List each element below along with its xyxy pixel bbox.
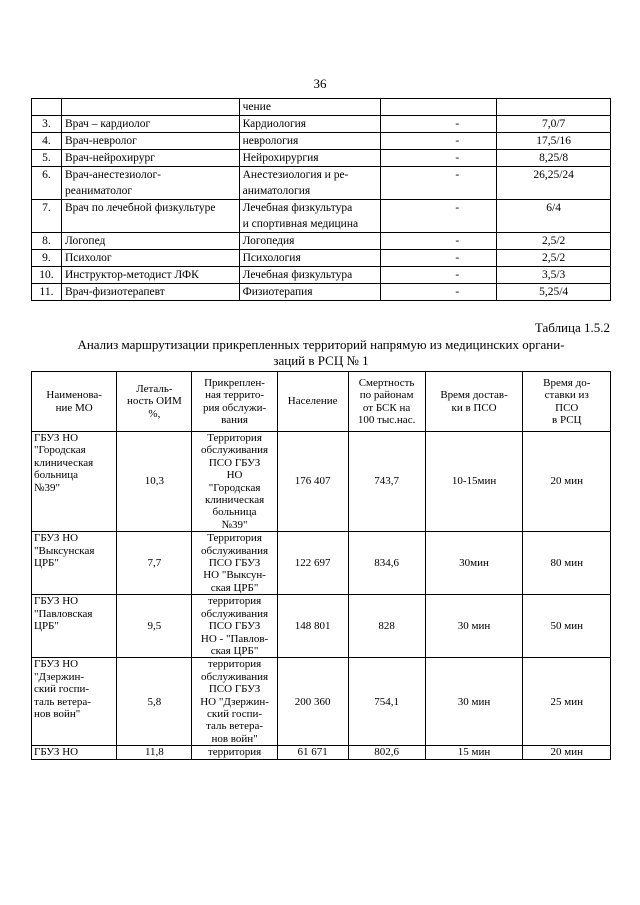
table-cell-col5: 2,5/2 [497, 250, 611, 267]
table-cell-profile: Логопедия [239, 233, 381, 250]
table-cell-col4: - [381, 233, 497, 250]
table-row [32, 116, 611, 133]
table-cell-col4: - [381, 133, 497, 150]
table-cell-population: 61 671 [277, 746, 348, 759]
table-cell-mortality: 828 [348, 595, 425, 658]
table-cell-population: 148 801 [277, 595, 348, 658]
table-cell-specialist: Врач-нейрохирург [61, 150, 239, 167]
table-cell-num: 9. [32, 250, 62, 267]
table-cell-profile: неврология [239, 133, 381, 150]
table-cell-to_rsc: 50 мин [523, 595, 611, 658]
table-cell-col5: 17,5/16 [497, 133, 611, 150]
table-cell-specialist: Врач – кардиолог [61, 116, 239, 133]
table-cell-territory: территория обслуживания ПСО ГБУЗ НО "Дзержин- ский госпи- таль ветера- нов войн" [192, 658, 277, 746]
table-cell-col4: - [381, 150, 497, 167]
table-cell-lethality: 11,8 [117, 746, 192, 759]
table-cell-territory: Территория обслуживания ПСО ГБУЗ НО "Городская клиническая больница №39" [192, 432, 277, 532]
table-cell-to_pso: 15 мин [425, 746, 523, 759]
table-row [32, 432, 611, 532]
table-row [32, 133, 611, 150]
table-cell-profile: Нейрохирургия [239, 150, 381, 167]
table-cell-to_rsc: 25 мин [523, 658, 611, 746]
table-cell-col4: - [381, 284, 497, 301]
table-cell-mortality: 834,6 [348, 532, 425, 595]
table-cell-population: 122 697 [277, 532, 348, 595]
table-cell-to_rsc: 80 мин [523, 532, 611, 595]
table-cell-num: 6. [32, 167, 62, 200]
table-cell-mo: ГБУЗ НО "Павловская ЦРБ" [32, 595, 117, 658]
table-cell-population: 200 360 [277, 658, 348, 746]
table-cell-col5: 6/4 [497, 200, 611, 233]
table-cell-to_pso: 30 мин [425, 658, 523, 746]
table-row [32, 167, 611, 200]
table-row [32, 284, 611, 301]
table-cell-num: 5. [32, 150, 62, 167]
table-cell-col4: - [381, 167, 497, 200]
table-cell-specialist: Врач по лечебной физкультуре [61, 200, 239, 233]
table-row [32, 233, 611, 250]
table-cell-mortality: 802,6 [348, 746, 425, 759]
table-row [32, 200, 611, 233]
table-row [32, 150, 611, 167]
table-cell-mo: ГБУЗ НО "Выксунская ЦРБ" [32, 532, 117, 595]
table-cell-specialist: Врач-анестезиолог- реаниматолог [61, 167, 239, 200]
table-cell-num: 3. [32, 116, 62, 133]
table-cell-territory: территория [192, 746, 277, 759]
table-cell-territory: территория обслуживания ПСО ГБУЗ НО - "Павлов- ская ЦРБ" [192, 595, 277, 658]
table-cell-lethality: 5,8 [117, 658, 192, 746]
table-cell-profile: Лечебная физкультура [239, 267, 381, 284]
table-cell-col4: - [381, 116, 497, 133]
table-cell-specialist: Врач-физиотерапевт [61, 284, 239, 301]
table-cell-mortality: 743,7 [348, 432, 425, 532]
table-cell-col5: 7,0/7 [497, 116, 611, 133]
table-cell-col5: 2,5/2 [497, 233, 611, 250]
table-title: Анализ маршрутизации прикрепленных территорий напрямую из медицинских органи- заций в РСЦ № 1 [77, 337, 565, 368]
table-cell-to_rsc: 20 мин [523, 746, 611, 759]
header-cell: Леталь- ность ОИМ %, [117, 372, 192, 432]
table-row [32, 595, 611, 658]
header-cell: Время до- ставки из ПСО в РСЦ [523, 372, 611, 432]
routing-table [31, 371, 611, 760]
table-cell-lethality: 7,7 [117, 532, 192, 595]
table-cell-num: 11. [32, 284, 62, 301]
header-cell: Смертность по районам от БСК на 100 тыс.нас. [348, 372, 425, 432]
table-cell-col5: 3,5/3 [497, 267, 611, 284]
table-cell-num: 8. [32, 233, 62, 250]
table-cell-num [32, 99, 62, 116]
specialists-table [31, 98, 611, 301]
table-cell-specialist: Инструктор-методист ЛФК [61, 267, 239, 284]
table-cell-specialist [61, 99, 239, 116]
table-cell-population: 176 407 [277, 432, 348, 532]
table-cell-mortality: 754,1 [348, 658, 425, 746]
table-row [32, 250, 611, 267]
table-cell-col4: - [381, 200, 497, 233]
header-cell: Наименова- ние МО [32, 372, 117, 432]
table-label: Таблица 1.5.2 [534, 320, 610, 335]
header-cell: Прикреплен- ная террито- рия обслужи- вания [192, 372, 277, 432]
page-number: 36 [313, 76, 327, 91]
table-cell-to_rsc: 20 мин [523, 432, 611, 532]
table-cell-mo: ГБУЗ НО [32, 746, 117, 759]
table-cell-num: 7. [32, 200, 62, 233]
table-row [32, 267, 611, 284]
table-cell-lethality: 10,3 [117, 432, 192, 532]
table-cell-specialist: Психолог [61, 250, 239, 267]
table-cell-col4 [381, 99, 497, 116]
table-cell-profile: Кардиология [239, 116, 381, 133]
table-cell-col4: - [381, 267, 497, 284]
table-cell-to_pso: 30мин [425, 532, 523, 595]
table-row [32, 658, 611, 746]
table-cell-mo: ГБУЗ НО "Дзержин- ский госпи- таль ветера- нов войн" [32, 658, 117, 746]
table-cell-col5: 8,25/8 [497, 150, 611, 167]
table-cell-to_pso: 30 мин [425, 595, 523, 658]
table-cell-profile: Анестезиология и ре- аниматология [239, 167, 381, 200]
table-row [32, 532, 611, 595]
table-cell-lethality: 9,5 [117, 595, 192, 658]
header-cell: Время достав- ки в ПСО [425, 372, 523, 432]
header-cell: Население [277, 372, 348, 432]
table-cell-specialist: Логопед [61, 233, 239, 250]
header-row [32, 372, 611, 432]
table-cell-specialist: Врач-невролог [61, 133, 239, 150]
table-cell-profile: Психология [239, 250, 381, 267]
table-cell-profile: Лечебная физкультура и спортивная медицина [239, 200, 381, 233]
table-cell-profile: чение [239, 99, 381, 116]
table-row [32, 746, 611, 759]
table-cell-col5 [497, 99, 611, 116]
table-cell-territory: Территория обслуживания ПСО ГБУЗ НО "Выксун- ская ЦРБ" [192, 532, 277, 595]
table-cell-col4: - [381, 250, 497, 267]
table-cell-profile: Физиотерапия [239, 284, 381, 301]
table-cell-mo: ГБУЗ НО "Городская клиническая больница №39" [32, 432, 117, 532]
table-cell-to_pso: 10-15мин [425, 432, 523, 532]
table-cell-num: 10. [32, 267, 62, 284]
table-row [32, 99, 611, 116]
table-cell-col5: 5,25/4 [497, 284, 611, 301]
table-cell-num: 4. [32, 133, 62, 150]
table-cell-col5: 26,25/24 [497, 167, 611, 200]
